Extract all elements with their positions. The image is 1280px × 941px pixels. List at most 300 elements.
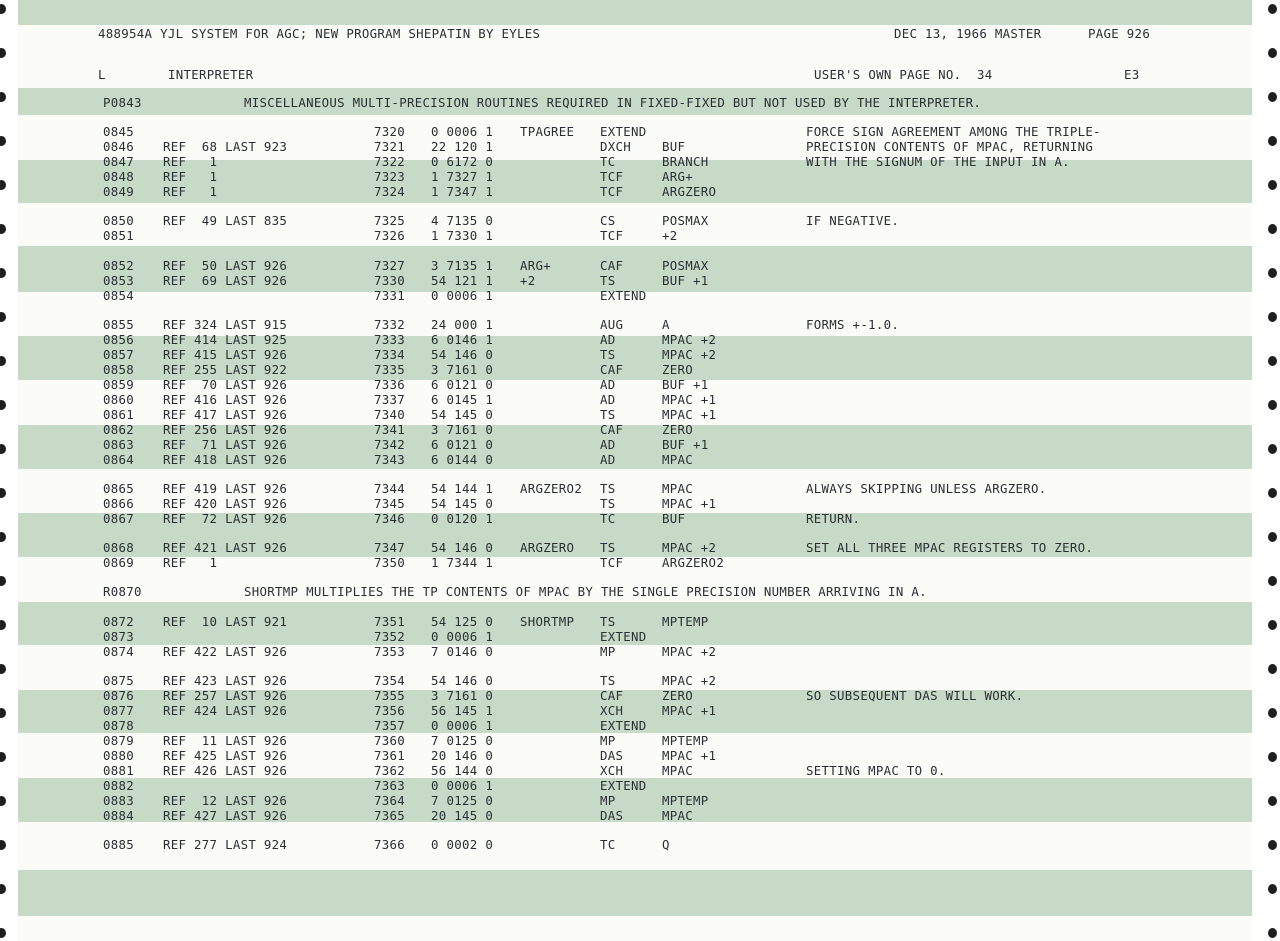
- code-line: [18, 718, 1252, 733]
- reference: REF 10 LAST 921: [163, 614, 288, 629]
- line-number: 0883: [103, 793, 135, 808]
- comment: IF NEGATIVE.: [806, 213, 900, 228]
- operand: MPAC +2: [662, 332, 717, 347]
- opcode: MP: [600, 733, 616, 748]
- line-number: 0859: [103, 377, 135, 392]
- code-line: [18, 644, 1252, 659]
- address: 7322: [374, 154, 406, 169]
- line-number: 0873: [103, 629, 135, 644]
- line-number: 0862: [103, 422, 135, 437]
- operand: POSMAX: [662, 258, 709, 273]
- code-line: [18, 258, 1252, 273]
- opcode: TS: [600, 407, 616, 422]
- reference: REF 70 LAST 926: [163, 377, 288, 392]
- header-page: PAGE 926: [1088, 26, 1151, 41]
- reference: REF 427 LAST 926: [163, 808, 288, 823]
- reference: REF 425 LAST 926: [163, 748, 288, 763]
- line-number: 0850: [103, 213, 135, 228]
- octal-word: 7 0125 0: [431, 733, 494, 748]
- tractor-hole: [1268, 4, 1277, 14]
- tractor-hole: [0, 708, 6, 718]
- header-date: DEC 13, 1966 MASTER: [894, 26, 1042, 41]
- comment: RETURN.: [806, 511, 861, 526]
- operand: BUF +1: [662, 273, 709, 288]
- operand: ARGZERO: [662, 184, 717, 199]
- octal-word: 1 7327 1: [431, 169, 494, 184]
- octal-word: 4 7135 0: [431, 213, 494, 228]
- address: 7354: [374, 673, 406, 688]
- operand: MPAC +2: [662, 540, 717, 555]
- reference: REF 1: [163, 154, 218, 169]
- address: 7352: [374, 629, 406, 644]
- line-number: 0878: [103, 718, 135, 733]
- tractor-hole: [1268, 840, 1277, 850]
- code-line: [18, 437, 1252, 452]
- octal-word: 3 7161 0: [431, 688, 494, 703]
- code-line: [18, 629, 1252, 644]
- operand: MPTEMP: [662, 733, 709, 748]
- operand: BRANCH: [662, 154, 709, 169]
- code-line: [18, 778, 1252, 793]
- address: 7342: [374, 437, 406, 452]
- opcode: XCH: [600, 763, 624, 778]
- operand: BUF +1: [662, 437, 709, 452]
- opcode: EXTEND: [600, 718, 647, 733]
- tractor-hole: [0, 180, 6, 190]
- opcode: TS: [600, 273, 616, 288]
- operand: MPAC: [662, 481, 694, 496]
- line-number: 0872: [103, 614, 135, 629]
- code-line: [18, 481, 1252, 496]
- code-line: [18, 169, 1252, 184]
- tractor-hole: [0, 444, 6, 454]
- operand: ZERO: [662, 422, 694, 437]
- comment: ALWAYS SKIPPING UNLESS ARGZERO.: [806, 481, 1047, 496]
- opcode: TC: [600, 511, 616, 526]
- reference: REF 1: [163, 169, 218, 184]
- tractor-hole: [0, 268, 6, 278]
- address: 7337: [374, 392, 406, 407]
- opcode: DAS: [600, 808, 624, 823]
- address: 7336: [374, 377, 406, 392]
- octal-word: 54 144 1: [431, 481, 494, 496]
- remark-text: SHORTMP MULTIPLIES THE TP CONTENTS OF MPAC BY THE SINGLE PRECISION NUMBER ARRIVING IN A.: [244, 584, 927, 599]
- line-number: 0875: [103, 673, 135, 688]
- code-line: [18, 763, 1252, 778]
- octal-word: 0 0120 1: [431, 511, 494, 526]
- operand: ARGZERO2: [662, 555, 725, 570]
- line-number: 0860: [103, 392, 135, 407]
- comment: PRECISION CONTENTS OF MPAC, RETURNING: [806, 139, 1094, 154]
- address: 7330: [374, 273, 406, 288]
- line-number: 0880: [103, 748, 135, 763]
- line-number: 0885: [103, 837, 135, 852]
- octal-word: 54 146 0: [431, 673, 494, 688]
- line-number: 0876: [103, 688, 135, 703]
- address: 7351: [374, 614, 406, 629]
- tractor-hole: [1268, 400, 1277, 410]
- octal-word: 7 0125 0: [431, 793, 494, 808]
- tractor-hole: [0, 620, 6, 630]
- octal-word: 54 121 1: [431, 273, 494, 288]
- address: 7333: [374, 332, 406, 347]
- comment: FORMS +-1.0.: [806, 317, 900, 332]
- tractor-hole: [1268, 752, 1277, 762]
- code-line: [18, 688, 1252, 703]
- operand: MPAC: [662, 808, 694, 823]
- line-number: 0866: [103, 496, 135, 511]
- operand: MPAC +2: [662, 644, 717, 659]
- subheader-section: INTERPRETER: [168, 67, 254, 82]
- octal-word: 1 7330 1: [431, 228, 494, 243]
- reference: REF 424 LAST 926: [163, 703, 288, 718]
- line-number: 0846: [103, 139, 135, 154]
- address: 7341: [374, 422, 406, 437]
- tractor-hole: [1268, 224, 1277, 234]
- octal-word: 6 0121 0: [431, 377, 494, 392]
- octal-word: 1 7347 1: [431, 184, 494, 199]
- operand: MPAC +1: [662, 703, 717, 718]
- operand: MPTEMP: [662, 614, 709, 629]
- operand: +2: [662, 228, 678, 243]
- reference: REF 1: [163, 555, 218, 570]
- line-number: R0870: [103, 584, 142, 599]
- code-line: [18, 837, 1252, 852]
- code-line: [18, 139, 1252, 154]
- line-number: 0863: [103, 437, 135, 452]
- address: 7364: [374, 793, 406, 808]
- comment: WITH THE SIGNUM OF THE INPUT IN A.: [806, 154, 1070, 169]
- opcode: AD: [600, 332, 616, 347]
- line-number: 0851: [103, 228, 135, 243]
- right-tractor-holes: [1262, 0, 1280, 941]
- code-line: [18, 288, 1252, 303]
- green-band: [18, 870, 1252, 916]
- opcode: CAF: [600, 688, 624, 703]
- reference: REF 256 LAST 926: [163, 422, 288, 437]
- tractor-hole: [1268, 180, 1277, 190]
- code-line: [18, 748, 1252, 763]
- octal-word: 54 145 0: [431, 407, 494, 422]
- octal-word: 0 0006 1: [431, 778, 494, 793]
- line-number: 0861: [103, 407, 135, 422]
- tractor-hole: [0, 576, 6, 586]
- tractor-hole: [1268, 48, 1277, 58]
- opcode: TS: [600, 614, 616, 629]
- line-number: 0867: [103, 511, 135, 526]
- opcode: MP: [600, 644, 616, 659]
- address: 7324: [374, 184, 406, 199]
- reference: REF 414 LAST 925: [163, 332, 288, 347]
- label: ARG+: [520, 258, 552, 273]
- code-line: [18, 452, 1252, 467]
- reference: REF 426 LAST 926: [163, 763, 288, 778]
- operand: BUF: [662, 139, 686, 154]
- reference: REF 277 LAST 924: [163, 837, 288, 852]
- remark-text: MISCELLANEOUS MULTI-PRECISION ROUTINES REQUIRED IN FIXED-FIXED BUT NOT USED BY THE INTERPRETER.: [244, 95, 982, 110]
- tractor-hole: [0, 4, 6, 14]
- code-line: [18, 228, 1252, 243]
- reference: REF 416 LAST 926: [163, 392, 288, 407]
- line-number: 0849: [103, 184, 135, 199]
- address: 7325: [374, 213, 406, 228]
- octal-word: 24 000 1: [431, 317, 494, 332]
- line-number: 0877: [103, 703, 135, 718]
- octal-word: 54 145 0: [431, 496, 494, 511]
- label: ARGZERO: [520, 540, 575, 555]
- comment: SO SUBSEQUENT DAS WILL WORK.: [806, 688, 1024, 703]
- operand: MPTEMP: [662, 793, 709, 808]
- opcode: AD: [600, 437, 616, 452]
- reference: REF 71 LAST 926: [163, 437, 288, 452]
- printout-sheet: [18, 0, 1252, 941]
- reference: REF 255 LAST 922: [163, 362, 288, 377]
- tractor-hole: [1268, 664, 1277, 674]
- line-number: 0856: [103, 332, 135, 347]
- code-line: [18, 332, 1252, 347]
- code-line: [18, 540, 1252, 555]
- operand: MPAC +1: [662, 407, 717, 422]
- address: 7347: [374, 540, 406, 555]
- address: 7335: [374, 362, 406, 377]
- reference: REF 49 LAST 835: [163, 213, 288, 228]
- code-line: [18, 347, 1252, 362]
- address: 7366: [374, 837, 406, 852]
- address: 7344: [374, 481, 406, 496]
- line-number: 0881: [103, 763, 135, 778]
- line-number: 0847: [103, 154, 135, 169]
- reference: REF 422 LAST 926: [163, 644, 288, 659]
- label: SHORTMP: [520, 614, 575, 629]
- opcode: TCF: [600, 555, 624, 570]
- octal-word: 3 7135 1: [431, 258, 494, 273]
- reference: REF 72 LAST 926: [163, 511, 288, 526]
- code-line: [18, 362, 1252, 377]
- address: 7327: [374, 258, 406, 273]
- code-line: [18, 213, 1252, 228]
- operand: MPAC +2: [662, 673, 717, 688]
- address: 7334: [374, 347, 406, 362]
- tractor-hole: [1268, 620, 1277, 630]
- octal-word: 54 125 0: [431, 614, 494, 629]
- octal-word: 22 120 1: [431, 139, 494, 154]
- octal-word: 54 146 0: [431, 347, 494, 362]
- operand: BUF: [662, 511, 686, 526]
- octal-word: 20 145 0: [431, 808, 494, 823]
- opcode: TS: [600, 496, 616, 511]
- code-line: [18, 184, 1252, 199]
- address: 7343: [374, 452, 406, 467]
- line-number: 0869: [103, 555, 135, 570]
- comment: SET ALL THREE MPAC REGISTERS TO ZERO.: [806, 540, 1094, 555]
- opcode: TS: [600, 540, 616, 555]
- opcode: CS: [600, 213, 616, 228]
- octal-word: 0 6172 0: [431, 154, 494, 169]
- opcode: AUG: [600, 317, 624, 332]
- reference: REF 415 LAST 926: [163, 347, 288, 362]
- opcode: AD: [600, 392, 616, 407]
- operand: A: [662, 317, 670, 332]
- opcode: AD: [600, 377, 616, 392]
- tractor-hole: [1268, 796, 1277, 806]
- line-number: 0855: [103, 317, 135, 332]
- address: 7332: [374, 317, 406, 332]
- reference: REF 420 LAST 926: [163, 496, 288, 511]
- tractor-hole: [0, 840, 6, 850]
- opcode: CAF: [600, 258, 624, 273]
- address: 7331: [374, 288, 406, 303]
- octal-word: 1 7344 1: [431, 555, 494, 570]
- opcode: MP: [600, 793, 616, 808]
- reference: REF 418 LAST 926: [163, 452, 288, 467]
- line-number: 0852: [103, 258, 135, 273]
- address: 7345: [374, 496, 406, 511]
- code-line: [18, 377, 1252, 392]
- address: 7353: [374, 644, 406, 659]
- code-line: [18, 733, 1252, 748]
- opcode: TS: [600, 673, 616, 688]
- remark-line: [18, 95, 1252, 110]
- tractor-hole: [1268, 708, 1277, 718]
- opcode: XCH: [600, 703, 624, 718]
- octal-word: 20 146 0: [431, 748, 494, 763]
- octal-word: 54 146 0: [431, 540, 494, 555]
- reference: REF 12 LAST 926: [163, 793, 288, 808]
- tractor-hole: [1268, 576, 1277, 586]
- tractor-hole: [1268, 136, 1277, 146]
- octal-word: 3 7161 0: [431, 422, 494, 437]
- tractor-hole: [1268, 444, 1277, 454]
- opcode: CAF: [600, 422, 624, 437]
- address: 7326: [374, 228, 406, 243]
- operand: ZERO: [662, 362, 694, 377]
- operand: Q: [662, 837, 670, 852]
- operand: MPAC +2: [662, 347, 717, 362]
- line-number: 0884: [103, 808, 135, 823]
- operand: ZERO: [662, 688, 694, 703]
- comment: SETTING MPAC TO 0.: [806, 763, 946, 778]
- reference: REF 68 LAST 923: [163, 139, 288, 154]
- opcode: TS: [600, 347, 616, 362]
- address: 7360: [374, 733, 406, 748]
- octal-word: 6 0121 0: [431, 437, 494, 452]
- code-line: [18, 703, 1252, 718]
- address: 7365: [374, 808, 406, 823]
- tractor-hole: [0, 928, 6, 938]
- remark-line: [18, 584, 1252, 599]
- reference: REF 1: [163, 184, 218, 199]
- reference: REF 417 LAST 926: [163, 407, 288, 422]
- label: TPAGREE: [520, 124, 575, 139]
- tractor-hole: [0, 224, 6, 234]
- opcode: TCF: [600, 169, 624, 184]
- line-number: 0874: [103, 644, 135, 659]
- operand: ARG+: [662, 169, 694, 184]
- header-title: 488954A YJL SYSTEM FOR AGC; NEW PROGRAM SHEPATIN BY EYLES: [98, 26, 541, 41]
- comment: FORCE SIGN AGREEMENT AMONG THE TRIPLE-: [806, 124, 1101, 139]
- subheader-mark: L: [98, 67, 106, 82]
- line-number: 0882: [103, 778, 135, 793]
- reference: REF 50 LAST 926: [163, 258, 288, 273]
- address: 7357: [374, 718, 406, 733]
- tractor-hole: [1268, 928, 1277, 938]
- octal-word: 7 0146 0: [431, 644, 494, 659]
- operand: MPAC +1: [662, 748, 717, 763]
- label: ARGZERO2: [520, 481, 583, 496]
- code-line: [18, 673, 1252, 688]
- tractor-hole: [0, 532, 6, 542]
- code-line: [18, 273, 1252, 288]
- line-number: 0868: [103, 540, 135, 555]
- address: 7340: [374, 407, 406, 422]
- label: +2: [520, 273, 536, 288]
- opcode: TCF: [600, 228, 624, 243]
- tractor-hole: [0, 92, 6, 102]
- code-line: [18, 511, 1252, 526]
- line-number: 0853: [103, 273, 135, 288]
- code-line: [18, 422, 1252, 437]
- operand: MPAC +1: [662, 392, 717, 407]
- operand: MPAC: [662, 452, 694, 467]
- octal-word: 0 0006 1: [431, 124, 494, 139]
- code-line: [18, 793, 1252, 808]
- tractor-hole: [0, 488, 6, 498]
- code-line: [18, 496, 1252, 511]
- octal-word: 0 0006 1: [431, 288, 494, 303]
- tractor-hole: [1268, 532, 1277, 542]
- line-number: 0864: [103, 452, 135, 467]
- reference: REF 423 LAST 926: [163, 673, 288, 688]
- octal-word: 6 0146 1: [431, 332, 494, 347]
- code-line: [18, 124, 1252, 139]
- operand: POSMAX: [662, 213, 709, 228]
- address: 7320: [374, 124, 406, 139]
- address: 7362: [374, 763, 406, 778]
- subheader-user-page: USER'S OWN PAGE NO. 34: [814, 67, 993, 82]
- reference: REF 69 LAST 926: [163, 273, 288, 288]
- line-number: 0865: [103, 481, 135, 496]
- address: 7356: [374, 703, 406, 718]
- opcode: EXTEND: [600, 778, 647, 793]
- tractor-hole: [1268, 884, 1277, 894]
- opcode: TC: [600, 154, 616, 169]
- reference: REF 11 LAST 926: [163, 733, 288, 748]
- reference: REF 421 LAST 926: [163, 540, 288, 555]
- tractor-hole: [0, 400, 6, 410]
- opcode: CAF: [600, 362, 624, 377]
- line-number: P0843: [103, 95, 142, 110]
- tractor-hole: [0, 48, 6, 58]
- tractor-hole: [1268, 92, 1277, 102]
- tractor-hole: [0, 664, 6, 674]
- tractor-hole: [1268, 356, 1277, 366]
- tractor-hole: [1268, 488, 1277, 498]
- line-number: 0879: [103, 733, 135, 748]
- subheader-code: E3: [1124, 67, 1140, 82]
- tractor-hole: [0, 796, 6, 806]
- reference: REF 324 LAST 915: [163, 317, 288, 332]
- octal-word: 56 145 1: [431, 703, 494, 718]
- opcode: AD: [600, 452, 616, 467]
- opcode: EXTEND: [600, 629, 647, 644]
- tractor-hole: [0, 884, 6, 894]
- operand: BUF +1: [662, 377, 709, 392]
- left-tractor-holes: [0, 0, 18, 941]
- opcode: EXTEND: [600, 124, 647, 139]
- code-line: [18, 407, 1252, 422]
- address: 7355: [374, 688, 406, 703]
- octal-word: 0 0006 1: [431, 718, 494, 733]
